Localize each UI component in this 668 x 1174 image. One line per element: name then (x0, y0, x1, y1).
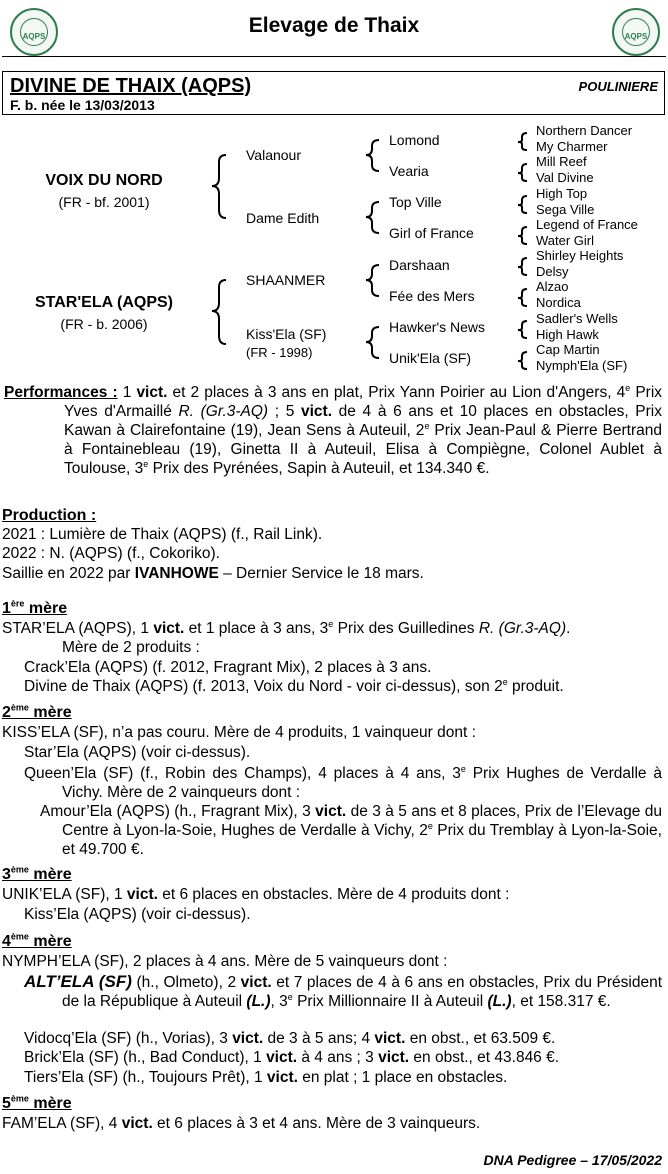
mere-4-line: Vidocq’Ela (SF) (h., Vorias), 3 vict. de 3 à 5 ans; 4 vict. en obst., et 63.509 €. (24, 1030, 556, 1047)
pedigree-gen4: Sadler's Wells (536, 311, 618, 326)
pedigree-gen3: Top Ville (389, 194, 442, 210)
pedigree-sire: VOIX DU NORD (45, 172, 163, 189)
pedigree-gen3: Hawker's News (389, 319, 486, 335)
production-line: 2022 : N. (AQPS) (f., Cokoriko). (2, 545, 220, 562)
horse-category: POULINIERE (578, 79, 658, 94)
mere-5-line: FAM’ELA (SF), 4 vict. et 6 places à 3 et 4 ans. Mère de 3 vainqueurs. (2, 1115, 481, 1132)
mere-4-para: ALT’ELA (SF) (h., Olmeto), 2 vict. et 7 places de 4 à 6 ans en obstacles, Prix du Président de la République à Auteuil (L.), 3e Prix Millionnaire II à Auteuil (L.), et 158.317 €. (24, 972, 662, 1010)
pedigree-sire-info: (FR - bf. 2001) (58, 194, 150, 210)
mere-1-line: Divine de Thaix (AQPS) (f. 2013, Voix du Nord - voir ci-dessus), son 2e produit. (24, 676, 564, 695)
pedigree-gen2-info: (FR - 1998) (246, 345, 313, 360)
mere-4-line: Brick’Ela (SF) (h., Bad Conduct), 1 vict. à 4 ans ; 3 vict. en obst., et 43.846 €. (24, 1049, 560, 1066)
pedigree-gen4: High Top (536, 186, 588, 201)
pedigree-gen2: Valanour (246, 147, 302, 163)
production-heading: Production : (2, 507, 97, 524)
mere-1-line: STAR’ELA (AQPS), 1 vict. et 1 place à 3 ans, 3e Prix des Guilledines R. (Gr.3-AQ). (2, 618, 571, 637)
mere-2-line: Star’Ela (AQPS) (voir ci-dessus). (24, 744, 251, 761)
pedigree-gen4: Alzao (536, 279, 569, 294)
pedigree-gen3: Girl of France (389, 225, 474, 241)
pedigree-gen3: Unik'Ela (SF) (389, 350, 472, 366)
pedigree-dam-info: (FR - b. 2006) (60, 316, 148, 332)
mere-3-line: Kiss’Ela (AQPS) (voir ci-dessus). (24, 906, 251, 923)
mere-5-heading: 5ème mère (2, 1093, 72, 1112)
horse-birth: F. b. née le 13/03/2013 (10, 97, 155, 113)
mere-4-line: NYMPH’ELA (SF), 2 places à 4 ans. Mère de 5 vainqueurs dont : (2, 953, 448, 970)
logo-text: AQPS (624, 32, 648, 41)
mere-1-heading: 1ère mère (2, 598, 68, 617)
mere-3-line: UNIK’ELA (SF), 1 vict. et 6 places en obstacles. Mère de 4 produits dont : (2, 886, 510, 903)
page-title: Elevage de Thaix (248, 14, 420, 37)
performances-body: 1 vict. et 2 places à 3 ans en plat, Prix Yann Poirier au Lion d'Angers, 4e Prix Yves d'Armaillé R. (Gr.3-AQ) ; 5 vict. de 4 à 6 ans et 10 places en obstacles, Prix Kawan à Clairefontaine (19), Jean Sens à Auteuil, 2e Prix Jean-Paul & Pierre Bertrand à Fontainebleau (19), Ginetta II à Auteuil, Elisa à Compiègne, Colonel Aublet à Toulouse, 3e Prix des Pyrénées, Sapin à Auteuil, et 134.340 €. (64, 382, 663, 477)
production-line: 2021 : Lumière de Thaix (AQPS) (f., Rail Link). (2, 526, 323, 543)
pedigree-gen4: Delsy (536, 264, 569, 279)
pedigree-gen4: Northern Dancer (536, 123, 633, 138)
pedigree-gen4: Nymph'Ela (SF) (536, 358, 628, 373)
performances-label: Performances : (4, 384, 118, 401)
mere-3-heading: 3ème mère (2, 864, 72, 883)
mere-2-para: Amour’Ela (AQPS) (h., Fragrant Mix), 3 vict. de 3 à 5 ans et 8 places, Prix de l’Elevage du Centre à Lyon-la-Soie, Hughes de Verdalle à Vichy, 2e Prix du Tremblay à Lyon-la-Soie, et 49.700 €. (40, 803, 662, 858)
pedigree-gen4: Val Divine (536, 170, 594, 185)
pedigree-gen4: Water Girl (536, 233, 595, 248)
horse-name: DIVINE DE THAIX (AQPS) (10, 75, 252, 97)
performances-text (2, 383, 662, 478)
mere-2-para: Queen’Ela (SF) (f., Robin des Champs), 4 places à 4 ans, 3e Prix Hughes de Verdalle à Vichy. Mère de 2 vainqueurs dont : (24, 763, 662, 801)
pedigree-dam: STAR'ELA (AQPS) (34, 294, 174, 311)
pedigree-gen4: High Hawk (536, 327, 599, 342)
pedigree-gen4: Mill Reef (536, 154, 587, 169)
mere-2-line: KISS’ELA (SF), n’a pas couru. Mère de 4 produits, 1 vainqueur dont : (2, 724, 476, 741)
pedigree-gen3: Darshaan (389, 257, 450, 273)
pedigree-gen2: Dame Edith (246, 210, 320, 226)
logo-text: AQPS (22, 32, 46, 41)
pedigree-gen4: Sega Ville (536, 202, 595, 217)
saillie-stallion: IVANHOWE (134, 565, 219, 582)
mere-4-heading: 4ème mère (2, 931, 72, 950)
pedigree-gen4: Legend of France (536, 217, 638, 232)
mere-4-line: Tiers’Ela (SF) (h., Toujours Prêt), 1 vict. en plat ; 1 place en obstacles. (24, 1069, 508, 1086)
mere-1-line: Mère de 2 produits : (62, 639, 200, 656)
pedigree-gen3: Vearia (389, 163, 429, 179)
pedigree-gen4: My Charmer (536, 139, 608, 154)
performances-block (2, 383, 662, 478)
footer: DNA Pedigree – 17/05/2022 (483, 1152, 662, 1168)
mere-1-line: Crack’Ela (AQPS) (f. 2012, Fragrant Mix), 2 places à 3 ans. (24, 659, 432, 676)
pedigree-gen3: Fée des Mers (389, 288, 475, 304)
pedigree-gen2: Kiss'Ela (SF) (246, 326, 327, 342)
production-saillie: Saillie en 2022 par IVANHOWE – Dernier Service le 18 mars. (2, 565, 424, 582)
pedigree-gen4: Nordica (536, 295, 581, 310)
pedigree-gen4: Shirley Heights (536, 248, 624, 263)
pedigree-gen3: Lomond (389, 132, 440, 148)
pedigree-gen4: Cap Martin (536, 342, 600, 357)
mere-2-heading: 2ème mère (2, 702, 72, 721)
pedigree-gen2: SHAANMER (246, 272, 326, 288)
